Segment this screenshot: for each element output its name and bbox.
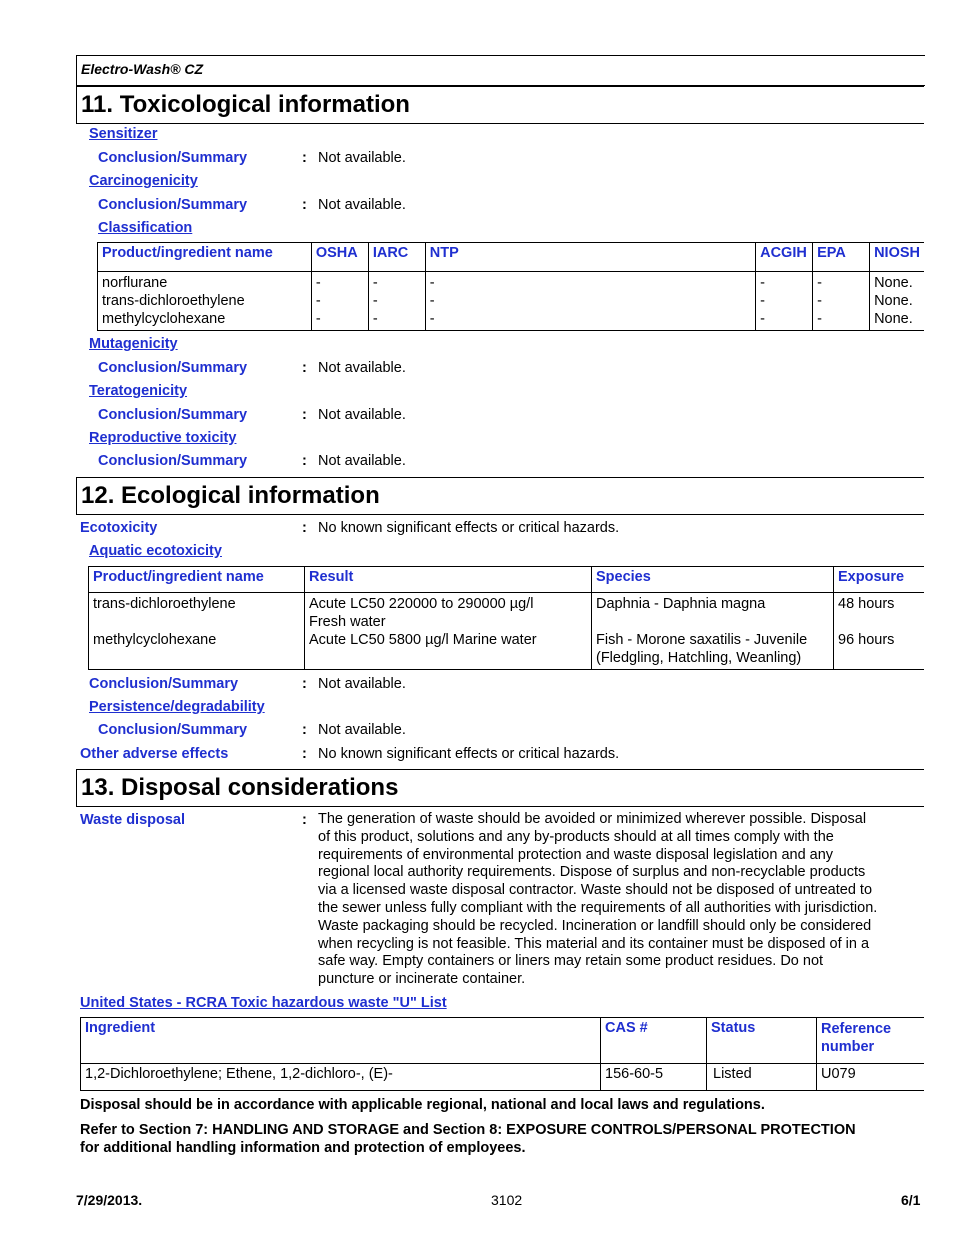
colon: : bbox=[302, 407, 307, 423]
mutagenicity-conclusion-value: Not available. bbox=[318, 360, 406, 376]
waste-disposal-label: Waste disposal bbox=[80, 812, 186, 828]
reproductive-toxicity-link[interactable]: Reproductive toxicity bbox=[89, 430, 237, 446]
waste-line: when recycling is not feasible. This material and its container must be disposed of in a bbox=[318, 935, 870, 952]
cell-osha bbox=[311, 272, 368, 331]
ingredient-name: norflurane bbox=[102, 275, 168, 291]
waste-line: Waste packaging should be recycled. Incineration or landfill should only be considered bbox=[318, 917, 872, 934]
waste-line: requirements of environmental protection and waste disposal legislation and any bbox=[318, 846, 834, 863]
result-value: Acute LC50 5800 µg/l Marine water bbox=[309, 632, 537, 648]
colon: : bbox=[302, 360, 307, 376]
iarc-value: - bbox=[372, 275, 378, 291]
disposal-note: Disposal should be in accordance with applicable regional, national and local laws and regulations. bbox=[80, 1097, 765, 1113]
reproductive-conclusion-label: Conclusion/Summary bbox=[98, 453, 248, 469]
cell-niosh bbox=[870, 272, 924, 331]
cell-species bbox=[592, 593, 834, 670]
ecotoxicity-label: Ecotoxicity bbox=[80, 520, 158, 536]
cell-cas: 156-60-5 bbox=[601, 1064, 707, 1091]
ingredient-name: trans-dichloroethylene bbox=[93, 596, 236, 612]
footer-page-number: 6/1 bbox=[901, 1192, 921, 1208]
classification-link[interactable]: Classification bbox=[98, 220, 193, 236]
cell-ingredient: 1,2-Dichloroethylene; Ethene, 1,2-dichloro-, (E)- bbox=[81, 1064, 601, 1091]
cell-status: Listed bbox=[707, 1064, 817, 1091]
col-header-acgih: ACGIH bbox=[756, 243, 813, 272]
iarc-value: - bbox=[372, 311, 378, 327]
refer-note-line: Refer to Section 7: HANDLING AND STORAGE and Section 8: EXPOSURE CONTROLS/PERSONAL PROTECTION bbox=[80, 1122, 856, 1138]
waste-line: safe way. Empty containers or liners may retain some product residues. Do not bbox=[318, 953, 824, 970]
ntp-value: - bbox=[429, 275, 435, 291]
cell-acgih bbox=[756, 272, 813, 331]
ingredient-name: methylcyclohexane bbox=[102, 311, 226, 327]
ingredient-name: trans-dichloroethylene bbox=[102, 293, 245, 309]
col-header-exposure: Exposure bbox=[834, 567, 925, 593]
col-header-osha: OSHA bbox=[311, 243, 368, 272]
iarc-value: - bbox=[372, 293, 378, 309]
refer-note-line: for additional handling information and protection of employees. bbox=[80, 1140, 526, 1156]
aquatic-conclusion-label: Conclusion/Summary bbox=[89, 676, 239, 692]
epa-value: - bbox=[817, 311, 822, 327]
aquatic-conclusion-value: Not available. bbox=[318, 676, 406, 692]
ecotoxicity-value: No known significant effects or critical hazards. bbox=[318, 520, 620, 536]
colon: : bbox=[302, 150, 307, 166]
sensitizer-link[interactable]: Sensitizer bbox=[89, 126, 158, 142]
waste-line: of this product, solutions and any by-products should at all times comply with the bbox=[318, 828, 834, 845]
osha-value: - bbox=[315, 311, 321, 327]
ingredient-name: methylcyclohexane bbox=[93, 632, 217, 648]
section-12-title: 12. Ecological information bbox=[76, 477, 924, 515]
result-value: Fresh water bbox=[309, 614, 386, 630]
col-header-species: Species bbox=[592, 567, 834, 593]
product-name: Electro-Wash® CZ bbox=[81, 61, 204, 77]
reference-header-line1: Reference bbox=[821, 1021, 892, 1037]
col-header-epa: EPA bbox=[813, 243, 870, 272]
col-header-iarc: IARC bbox=[368, 243, 425, 272]
carcinogenicity-conclusion-value: Not available. bbox=[318, 197, 406, 213]
species-value: (Fledgling, Hatchling, Weanling) bbox=[596, 650, 802, 666]
classification-table bbox=[97, 242, 924, 331]
cell-names bbox=[98, 272, 312, 331]
colon: : bbox=[302, 197, 307, 213]
carcinogenicity-conclusion-label: Conclusion/Summary bbox=[98, 197, 248, 213]
colon: : bbox=[302, 520, 307, 536]
section-13-title: 13. Disposal considerations bbox=[76, 769, 924, 807]
other-adverse-label: Other adverse effects bbox=[80, 746, 229, 762]
col-header-product: Product/ingredient name bbox=[98, 243, 312, 272]
species-value: Fish - Morone saxatilis - Juvenile bbox=[596, 632, 808, 648]
reproductive-conclusion-value: Not available. bbox=[318, 453, 406, 469]
table-row bbox=[98, 272, 925, 331]
colon: : bbox=[302, 722, 307, 738]
osha-value: - bbox=[315, 275, 321, 291]
rcra-list-link[interactable]: United States - RCRA Toxic hazardous waste "U" List bbox=[80, 995, 447, 1011]
document-header bbox=[76, 55, 925, 86]
acgih-value: - bbox=[760, 275, 765, 291]
exposure-value: 96 hours bbox=[838, 632, 895, 648]
cell-iarc bbox=[368, 272, 425, 331]
cell-ntp bbox=[425, 272, 755, 331]
waste-line: The generation of waste should be avoided or minimized wherever possible. Disposal bbox=[318, 811, 867, 827]
teratogenicity-link[interactable]: Teratogenicity bbox=[89, 383, 188, 399]
table-row bbox=[81, 1064, 925, 1091]
persistence-conclusion-value: Not available. bbox=[318, 722, 406, 738]
col-header-ingredient: Ingredient bbox=[81, 1018, 601, 1064]
colon: : bbox=[302, 676, 307, 692]
epa-value: - bbox=[817, 293, 822, 309]
waste-line: regional local authority requirements. Dispose of surplus and non-recyclable products bbox=[318, 864, 866, 881]
section-11-title: 11. Toxicological information bbox=[76, 86, 924, 124]
mutagenicity-link[interactable]: Mutagenicity bbox=[89, 336, 178, 352]
cell-exposure bbox=[834, 593, 925, 670]
colon: : bbox=[302, 453, 307, 469]
mutagenicity-conclusion-label: Conclusion/Summary bbox=[98, 360, 248, 376]
colon: : bbox=[302, 812, 307, 828]
ecotoxicity-table bbox=[88, 566, 924, 670]
col-header-product: Product/ingredient name bbox=[89, 567, 305, 593]
rcra-table bbox=[80, 1017, 924, 1091]
acgih-value: - bbox=[760, 311, 765, 327]
niosh-value: None. bbox=[874, 293, 913, 309]
acgih-value: - bbox=[760, 293, 765, 309]
species-value: Daphnia - Daphnia magna bbox=[596, 596, 766, 612]
reference-header-line2: number bbox=[821, 1039, 875, 1055]
col-header-status: Status bbox=[707, 1018, 817, 1064]
teratogenicity-conclusion-value: Not available. bbox=[318, 407, 406, 423]
epa-value: - bbox=[817, 275, 822, 291]
waste-line: the sewer unless fully compliant with the requirements of all authorities with jurisdiction. bbox=[318, 899, 878, 916]
refer-note bbox=[80, 1121, 856, 1157]
carcinogenicity-link[interactable]: Carcinogenicity bbox=[89, 173, 198, 189]
ntp-value: - bbox=[429, 311, 435, 327]
exposure-value: 48 hours bbox=[838, 596, 895, 612]
persistence-conclusion-label: Conclusion/Summary bbox=[98, 722, 248, 738]
result-value: Acute LC50 220000 to 290000 µg/l bbox=[309, 596, 534, 612]
col-header-niosh: NIOSH bbox=[870, 243, 924, 272]
osha-value: - bbox=[315, 293, 321, 309]
sensitizer-conclusion-label: Conclusion/Summary bbox=[98, 150, 248, 166]
sensitizer-conclusion-value: Not available. bbox=[318, 150, 406, 166]
colon: : bbox=[302, 746, 307, 762]
cell-result bbox=[305, 593, 592, 670]
table-row bbox=[89, 593, 925, 670]
cell-epa bbox=[813, 272, 870, 331]
cell-reference: U079 bbox=[817, 1064, 925, 1091]
niosh-value: None. bbox=[874, 275, 913, 291]
waste-line: via a licensed waste disposal contractor. Waste should not be disposed of untreated to bbox=[318, 882, 873, 899]
footer-code: 3102 bbox=[491, 1192, 523, 1208]
cell-names bbox=[89, 593, 305, 670]
aquatic-ecotoxicity-link[interactable]: Aquatic ecotoxicity bbox=[89, 543, 222, 559]
teratogenicity-conclusion-label: Conclusion/Summary bbox=[98, 407, 248, 423]
col-header-result: Result bbox=[305, 567, 592, 593]
col-header-cas: CAS # bbox=[601, 1018, 707, 1064]
waste-line: puncture or incinerate container. bbox=[318, 971, 526, 988]
footer-date: 7/29/2013. bbox=[76, 1192, 143, 1208]
niosh-value: None. bbox=[874, 311, 913, 327]
persistence-link[interactable]: Persistence/degradability bbox=[89, 699, 265, 715]
waste-disposal-text bbox=[318, 811, 924, 989]
col-header-ntp: NTP bbox=[425, 243, 755, 272]
ntp-value: - bbox=[429, 293, 435, 309]
other-adverse-value: No known significant effects or critical hazards. bbox=[318, 746, 620, 762]
col-header-reference bbox=[817, 1018, 925, 1064]
